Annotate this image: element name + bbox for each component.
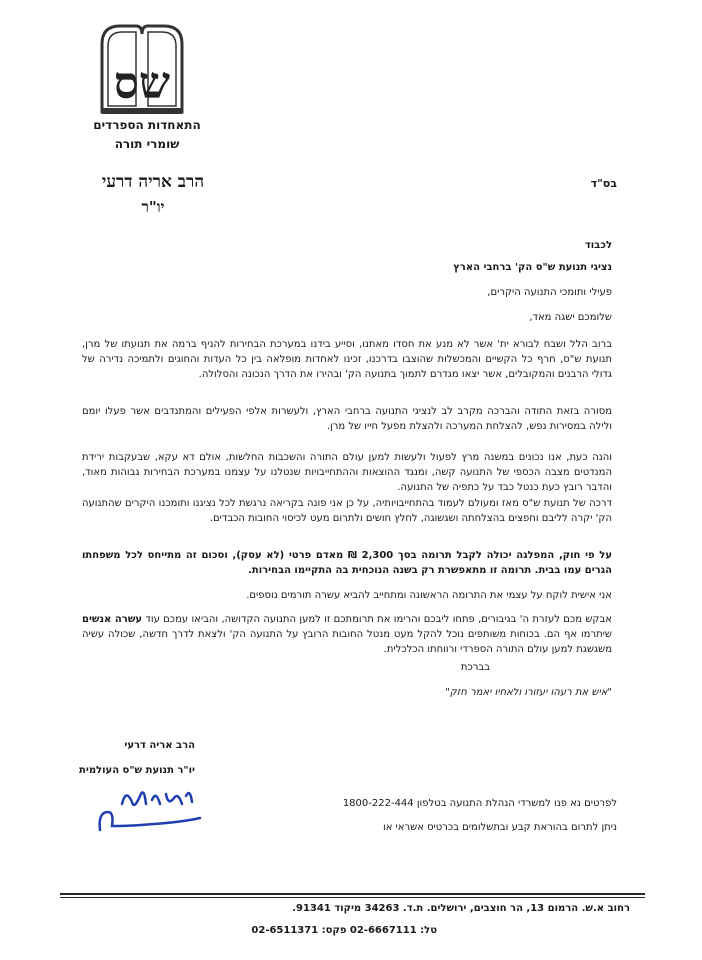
body-paragraph-3: והנה כעת, אנו נכונים במשנה מרץ לפעול ולעשות למען עולם התורה והשכבות החלשות, אולם דא עקא, שבעקבות ירידת המנדטים מצבה הכספי של התנועה קשה, ומנגד ההוצאות וההתחייבויות שנטלנו על עצמנו במערכת הבחירות גבוהות מאוד, והדבר רובץ כעת כנטל כבד על כתפיה של התנועה. — [82, 452, 612, 493]
greeting-line-2: שלומכם ישגה מאד, — [529, 312, 612, 323]
org-name-line-2: שומרי תורה — [114, 137, 180, 151]
signer-title: יו"ר תנועת ש"ס העולמית — [79, 765, 195, 776]
body-paragraph-1: ברוב הלל ושבח לבורא ית' אשר לא מנע את חסדו מאתנו, וסייע בידנו במערכת הבחירות להניף ברמה את תנועתו של מרן, תנועת ש"ס, חרף כל הקשיים והמכשלות שהוצבו בדרכנו, זכינו לאחדות מופלאה בין כל העדות והחוגים ולתמיכה נדירה של גדולי הרבנים והמקובלים, אשר יצאו מגדרם לתמוך בתנועה הק' ובהירו את הדרך הנכונה והסלולה. — [82, 339, 612, 380]
handwritten-signature — [92, 782, 204, 840]
recipient-line-1: לכבוד — [584, 240, 612, 251]
p7-text-b: שיתרמו אף הם. בכוחות משותפים נוכל להקל מעט מנטל החובות הרובץ על התנועה הק' ולצאת לדרך חדשה, שכולה עשיה משגשגת למען עולם התורה הספרדי ורווחתו הכלכלית. — [82, 629, 612, 655]
contact-phone-line: לפרטים נא פנו למשרדי הנהלת התנועה בטלפון 1800-222-444 — [342, 798, 617, 809]
p7-text-a: אבקש מכם לעזרת ה' בגיבורים, פתחו ליבכם והרימו את תרומתכם זו למען התנועה הקדושה, והביאו עמכם עוד — [142, 614, 612, 625]
greeting-line-1: פעילי ותומכי התנועה היקרים, — [487, 287, 612, 298]
body-paragraph-7 — [82, 612, 612, 657]
p7-bold-phrase: עשרה אנשים — [82, 614, 143, 625]
body-paragraph-6: אני אישית לוקח על עצמי את התרומה הראשונה ומתחייב להביא עשרה תורמים נוספים. — [246, 590, 612, 601]
recipient-line-2: נציגי תנועת ש"ס הק' ברחבי הארץ — [453, 262, 612, 273]
shas-logo — [96, 22, 188, 118]
org-name-line-1: התאחדות הספרדים — [93, 118, 201, 132]
letterhead-rabbi-title: יו"ר — [141, 198, 165, 216]
closing-blessing: בברכת — [460, 662, 490, 673]
footer-divider — [60, 893, 645, 895]
body-paragraph-legal: על פי חוק, המפלגה יכולה לקבל תרומה בסך 2,300 ₪ מאדם פרטי (לא עסק), וסכום זה מתייחס לכל משפחתו הגרים עמו בבית. תרומה זו מתאפשרת רק בשנה הנוכחית בה התקיימו הבחירות. — [82, 550, 612, 576]
body-paragraph-2: מסורה בזאת התודה והברכה מקרב לב לנציגי התנועה ברחבי הארץ, ולעשרות אלפי הפעילים והמתנדבים אשר פעלו יומם ולילה במסירות נפש, להצלחת המערכה ולהצלת מפעל חייו של מרן. — [82, 406, 612, 432]
letterhead-rabbi-name: הרב אריה דרעי — [101, 172, 205, 192]
body-paragraph-4: דרכה של תנועת ש"ס מאז ומעולם לעמוד בהתחייבויותיה, על כן אני פונה בקריאה נרגשת לכל נציגנו ותומכנו היקרים שהתנועה הק' יקרה לליבם וחפצים בהצלחתה ושגשוגה, לחלץ חושים ולתרום מעט לכיסוי החובות הכבדים. — [82, 498, 612, 524]
contact-donation-line: ניתן לתרום בהוראת קבע ובתשלומים בכרטיס אשראי או — [382, 822, 617, 833]
signer-name: הרב אריה דרעי — [124, 740, 195, 751]
logo-letters: שס — [113, 58, 171, 109]
closing-quote: "איש את רעהו יעזורו ולאחיו יאמר חזק" — [445, 687, 612, 698]
footer-address: רחוב א.ש. הרמום 13, הר חוצבים, ירושלים. ת.ד. 34263 מיקוד 91341. — [292, 903, 630, 914]
footer-divider-thin — [60, 897, 645, 898]
bsd-header: בס"ד — [590, 177, 617, 190]
footer-phones: טל: 02-6667111 פקס: 02-6511371 — [251, 925, 437, 936]
